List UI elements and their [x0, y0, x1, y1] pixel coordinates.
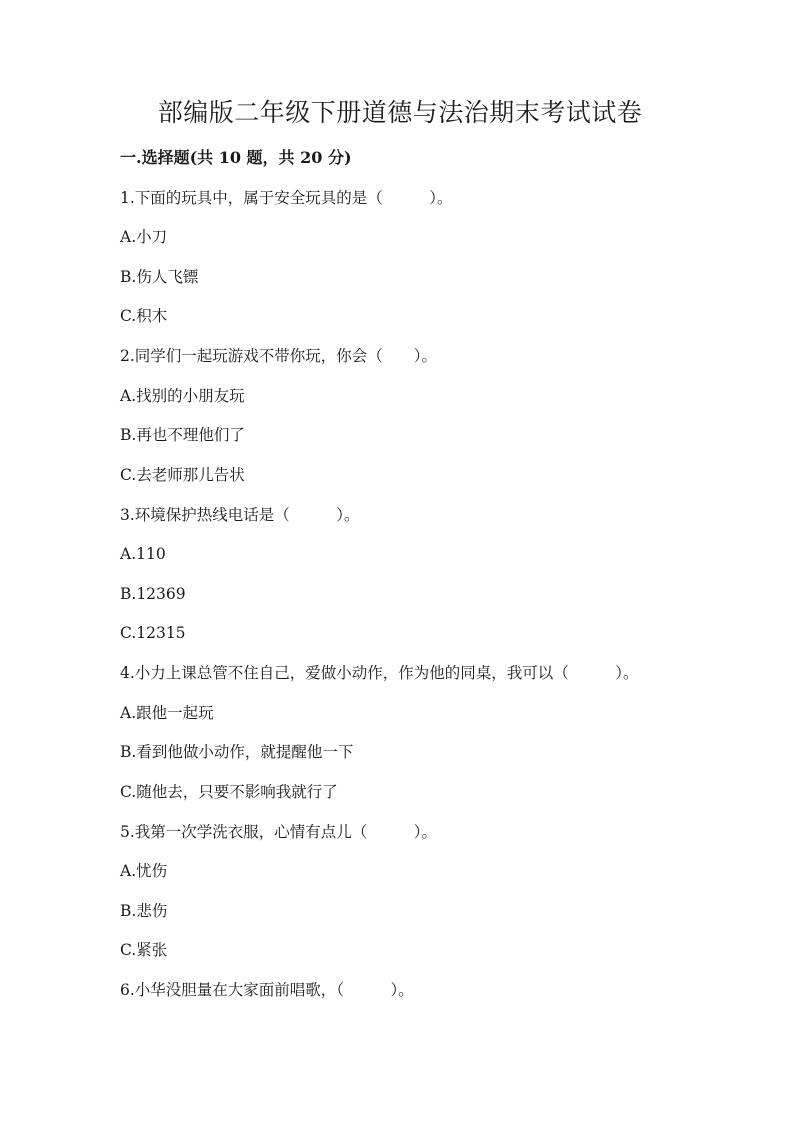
question-3-option-b: B.12369: [120, 585, 186, 603]
section-heading: 一.选择题(共 10 题，共 20 分): [120, 148, 352, 167]
question-2-option-c: C.去老师那儿告状: [120, 466, 245, 484]
question-5: 5.我第一次学洗衣服，心情有点儿（ ）。: [120, 823, 438, 841]
question-2-option-a: A.找别的小朋友玩: [120, 387, 245, 405]
question-2-option-b: B.再也不理他们了: [120, 426, 245, 444]
question-4: 4.小力上课总管不住自己，爱做小动作，作为他的同桌，我可以（ ）。: [120, 664, 639, 682]
question-4-option-b: B.看到他做小动作，就提醒他一下: [120, 743, 354, 761]
question-1-option-a: A.小刀: [120, 228, 168, 246]
question-5-option-a: A.忧伤: [120, 862, 168, 880]
question-3: 3.环境保护热线电话是（ ）。: [120, 506, 360, 524]
question-4-option-a: A.跟他一起玩: [120, 704, 214, 722]
question-4-option-c: C.随他去，只要不影响我就行了: [120, 783, 338, 801]
page-title: 部编版二年级下册道德与法治期末考试试卷: [157, 98, 643, 127]
question-3-option-a: A.110: [120, 545, 166, 563]
question-3-option-c: C.12315: [120, 624, 186, 642]
question-6: 6.小华没胆量在大家面前唱歌，（ ）。: [120, 981, 414, 999]
question-5-option-b: B.悲伤: [120, 902, 168, 920]
question-2: 2.同学们一起玩游戏不带你玩，你会（ ）。: [120, 347, 438, 365]
question-1-option-c: C.积木: [120, 307, 168, 325]
question-1: 1.下面的玩具中，属于安全玩具的是（ ）。: [120, 189, 453, 207]
question-1-option-b: B.伤人飞镖: [120, 268, 199, 286]
question-5-option-c: C.紧张: [120, 941, 168, 959]
